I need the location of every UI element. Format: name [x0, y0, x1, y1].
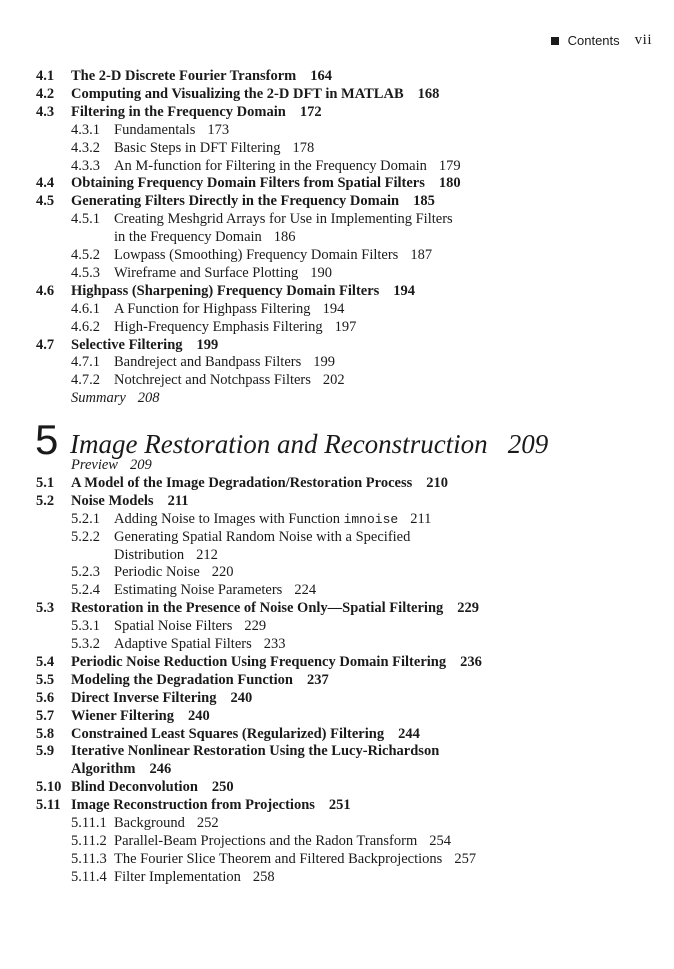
- subsection-number: 5.11.1: [71, 815, 107, 831]
- entry-title-text: Fundamentals: [114, 121, 196, 138]
- entry-title-text: in the Frequency Domain: [114, 229, 262, 246]
- entry-title-text: Blind Deconvolution: [71, 779, 198, 796]
- subsection-number: 5.11.4: [71, 868, 107, 885]
- entry-title: [71, 778, 234, 796]
- entry-title: [71, 192, 435, 210]
- running-head: [551, 32, 652, 49]
- chapter-number: 5: [35, 416, 59, 463]
- entry-title: [71, 832, 451, 850]
- entry-title: [71, 174, 461, 192]
- subsection-number: 4.5.2: [71, 247, 100, 263]
- entry-title-text: Wiener Filtering: [71, 707, 174, 724]
- subsection-number: 4.5.3: [71, 264, 100, 281]
- entry-page-number: 197: [334, 318, 357, 335]
- entry-title-text: A Model of the Image Degradation/Restoration Process: [71, 474, 413, 491]
- entry-title-text: Filtering in the Frequency Domain: [71, 103, 286, 120]
- subsection-number: 5.3.2: [71, 636, 100, 652]
- entry-title-text: Noise Models: [71, 492, 154, 509]
- subsection-number: 4.3.2: [71, 139, 100, 156]
- entry-title: [114, 228, 296, 246]
- entry-title-text: Spatial Noise Filters: [114, 618, 233, 635]
- entry-page-number: 244: [398, 725, 420, 742]
- subsection-number: 4.5.1: [71, 211, 100, 228]
- entry-title-text: The Fourier Slice Theorem and Filtered Backprojections: [114, 850, 443, 867]
- entry-page-number: 212: [196, 546, 218, 563]
- entry-title: [71, 67, 332, 85]
- subsection-number: 4.6.1: [71, 300, 100, 317]
- entry-title: [71, 563, 234, 581]
- entry-title: [71, 707, 210, 725]
- entry-title: [71, 318, 356, 336]
- subsection-number: 5.2.4: [71, 582, 100, 599]
- chapter-title: Image Restoration and Reconstruction: [70, 429, 488, 459]
- entry-title: [71, 474, 448, 492]
- entry-title-text: Periodic Noise: [114, 564, 200, 581]
- entry-page-number: 187: [410, 247, 433, 263]
- entry-title-text: Bandreject and Bandpass Filters: [114, 354, 302, 371]
- entry-title-text: Lowpass (Smoothing) Frequency Domain Filters: [114, 247, 399, 263]
- square-bullet-icon: [551, 37, 559, 45]
- entry-page-number: 250: [211, 779, 234, 796]
- entry-title-text: Constrained Least Squares (Regularized) Filtering: [71, 725, 385, 742]
- entry-title: [71, 760, 171, 778]
- entry-title: [71, 456, 152, 474]
- entry-title: [71, 389, 160, 407]
- entry-page-number: 178: [292, 139, 315, 156]
- entry-page-number: 168: [417, 85, 440, 102]
- entry-title-text: Adding Noise to Images with Function: [114, 510, 340, 527]
- entry-page-number: 229: [457, 600, 480, 617]
- entry-title: [71, 725, 420, 743]
- section-number: 5.3: [36, 600, 55, 617]
- entry-page-number: 199: [196, 336, 219, 353]
- entry-page-number: 211: [410, 510, 432, 527]
- entry-page-number: 186: [273, 229, 296, 246]
- entry-title: [71, 103, 322, 121]
- section-number: 5.11: [36, 797, 61, 814]
- section-number: 4.4: [36, 175, 55, 192]
- entry-page-number: 185: [413, 193, 435, 210]
- entry-title: [71, 796, 351, 814]
- entry-title-text: A Function for Highpass Filtering: [114, 300, 311, 317]
- entry-title: [71, 617, 266, 635]
- entry-title-text: Iterative Nonlinear Restoration Using the Lucy-Richardson: [71, 743, 440, 760]
- entry-title: [71, 814, 219, 832]
- entry-title-text: Highpass (Sharpening) Frequency Domain Filters: [71, 282, 380, 299]
- section-number: 4.2: [36, 85, 55, 102]
- section-number: 5.4: [36, 653, 55, 670]
- entry-title: [71, 157, 461, 175]
- section-number: 5.7: [36, 707, 55, 724]
- entry-title: [71, 671, 329, 689]
- running-head-label: Contents: [567, 33, 620, 48]
- entry-page-number: 246: [149, 761, 172, 778]
- entry-title-text: Generating Spatial Random Noise with a Specified: [114, 528, 411, 545]
- subsection-number: 5.2.1: [71, 510, 100, 527]
- entry-page-number: 210: [426, 474, 448, 491]
- entry-page-number: 233: [263, 636, 286, 652]
- entry-page-number: 240: [230, 689, 253, 706]
- section-number: 5.6: [36, 689, 55, 706]
- entry-title-text: Creating Meshgrid Arrays for Use in Implementing Filters: [114, 211, 453, 228]
- subsection-number: 4.6.2: [71, 318, 100, 335]
- section-number: 5.8: [36, 725, 55, 742]
- subsection-number: 4.7.2: [71, 372, 100, 389]
- entry-title-text: Background: [114, 815, 185, 831]
- entry-title: [71, 300, 344, 318]
- entry-title: [71, 528, 410, 546]
- entry-page-number: 194: [393, 282, 416, 299]
- entry-title-text: An M-function for Filtering in the Frequency Domain: [114, 157, 427, 174]
- entry-title: [71, 581, 316, 599]
- entry-title: [71, 653, 482, 671]
- entry-title-text: High-Frequency Emphasis Filtering: [114, 318, 323, 335]
- subsection-number: 4.3.3: [71, 157, 100, 174]
- entry-title: [71, 371, 345, 389]
- entry-title: [71, 742, 439, 760]
- section-number: 4.7: [36, 336, 55, 353]
- entry-page-number: 179: [438, 157, 461, 174]
- entry-title-text: The 2-D Discrete Fourier Transform: [71, 68, 297, 84]
- entry-title: [71, 868, 275, 886]
- entry-page-number: 237: [306, 671, 329, 688]
- entry-page-number: 236: [460, 653, 482, 670]
- entry-title-text: Parallel-Beam Projections and the Radon Transform: [114, 832, 418, 849]
- entry-page-number: 224: [294, 582, 317, 599]
- entry-title: [71, 336, 218, 354]
- entry-title-text: Generating Filters Directly in the Frequency Domain: [71, 193, 400, 210]
- entry-page-number: 252: [196, 815, 219, 831]
- entry-page-number: 173: [207, 121, 230, 138]
- entry-title: [71, 635, 285, 653]
- entry-title-text: Selective Filtering: [71, 336, 183, 353]
- entry-title: [71, 599, 479, 617]
- entry-title-text: Adaptive Spatial Filters: [114, 636, 252, 652]
- entry-title-text: Restoration in the Presence of Noise Only—Spatial Filtering: [71, 600, 444, 617]
- entry-page-number: 190: [310, 264, 332, 281]
- entry-title-text: Preview: [71, 457, 118, 473]
- subsection-number: 5.11.2: [71, 832, 107, 849]
- entry-page-number: 208: [137, 390, 160, 407]
- entry-title: [71, 85, 439, 103]
- entry-title-text: Basic Steps in DFT Filtering: [114, 139, 281, 156]
- entry-title-text: Direct Inverse Filtering: [71, 689, 217, 706]
- entry-page-number: 164: [310, 68, 332, 84]
- section-number: 4.6: [36, 282, 55, 299]
- subsection-number: 4.7.1: [71, 354, 100, 371]
- running-head-page-number: vii: [634, 32, 652, 48]
- entry-title-text: Summary: [71, 390, 126, 407]
- entry-page-number: 172: [299, 103, 322, 120]
- section-number: 4.1: [36, 68, 55, 84]
- entry-title: [71, 282, 415, 300]
- entry-page-number: 211: [167, 492, 189, 509]
- entry-title-text: Image Reconstruction from Projections: [71, 797, 315, 814]
- entry-page-number: 258: [252, 868, 275, 885]
- subsection-number: 4.3.1: [71, 121, 100, 138]
- entry-page-number: 202: [322, 372, 345, 389]
- entry-title-text: Notchreject and Notchpass Filters: [114, 372, 311, 389]
- subsection-number: 5.2.3: [71, 564, 100, 581]
- section-number: 5.1: [36, 474, 55, 491]
- section-number: 5.10: [36, 779, 62, 796]
- entry-title-text: Distribution: [114, 546, 185, 563]
- entry-page-number: 251: [328, 797, 351, 814]
- entry-title-text: Periodic Noise Reduction Using Frequency Domain Filtering: [71, 653, 447, 670]
- entry-title: [71, 139, 314, 157]
- entry-title-text: Estimating Noise Parameters: [114, 582, 283, 599]
- entry-title: [114, 546, 218, 564]
- entry-page-number: 240: [187, 707, 210, 724]
- entry-title-text: Computing and Visualizing the 2-D DFT in MATLAB: [71, 85, 404, 102]
- entry-title: [71, 246, 432, 264]
- entry-title: [71, 210, 453, 228]
- section-number: 5.2: [36, 492, 55, 509]
- entry-code-name: imnoise: [343, 511, 399, 527]
- entry-page-number: 199: [313, 354, 335, 371]
- entry-page-number: 229: [244, 618, 267, 635]
- entry-title-text: Modeling the Degradation Function: [71, 671, 293, 688]
- entry-title-text: Wireframe and Surface Plotting: [114, 264, 299, 281]
- entry-title: [71, 264, 332, 282]
- entry-title: [71, 510, 431, 529]
- entry-page-number: 194: [322, 300, 345, 317]
- entry-title-text: Obtaining Frequency Domain Filters from Spatial Filters: [71, 175, 425, 192]
- entry-title: [71, 353, 335, 371]
- entry-title: [71, 121, 229, 139]
- entry-page-number: 209: [129, 457, 152, 473]
- entry-page-number: 220: [211, 564, 234, 581]
- entry-title-text: Filter Implementation: [114, 868, 241, 885]
- section-number: 5.5: [36, 671, 55, 688]
- subsection-number: 5.11.3: [71, 850, 107, 867]
- subsection-number: 5.2.2: [71, 528, 100, 545]
- entry-title-text: Algorithm: [71, 761, 136, 778]
- section-number: 4.5: [36, 193, 55, 210]
- entry-page-number: 257: [454, 850, 477, 867]
- entry-page-number: 254: [429, 832, 451, 849]
- entry-title: [71, 492, 189, 510]
- entry-title: [71, 850, 476, 868]
- entry-title: [71, 689, 252, 707]
- section-number: 4.3: [36, 103, 55, 120]
- entry-page-number: 180: [438, 175, 461, 192]
- subsection-number: 5.3.1: [71, 618, 100, 635]
- section-number: 5.9: [36, 743, 55, 760]
- chapter-page-number: 209: [507, 429, 549, 459]
